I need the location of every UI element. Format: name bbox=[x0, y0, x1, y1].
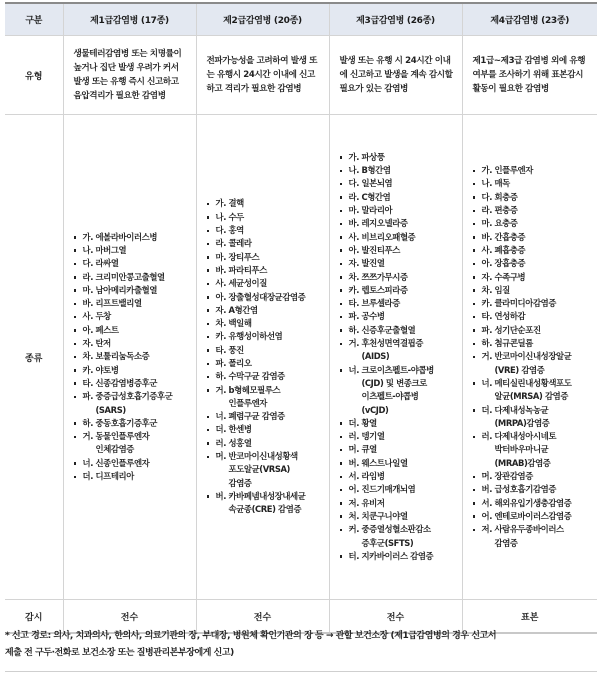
disease-list-item bbox=[207, 357, 325, 370]
disease-name: 차. 백일해 bbox=[215, 318, 252, 329]
grade-4-disease-list bbox=[473, 164, 594, 550]
disease-name: 파. 폴리오 bbox=[215, 358, 252, 368]
disease-name: 라. C형간염 bbox=[348, 191, 391, 202]
disease-list-item bbox=[473, 217, 594, 230]
disease-name: 하. 신증후군출혈열 bbox=[348, 324, 416, 335]
grade-3-disease-list bbox=[340, 151, 458, 563]
disease-list-item bbox=[74, 297, 192, 310]
disease-list-item bbox=[340, 151, 458, 164]
disease-list-item bbox=[207, 317, 325, 330]
disease-name: 아. 발진티푸스 bbox=[348, 244, 400, 255]
disease-name-continuation: 포도알균(VRSA) bbox=[228, 464, 290, 475]
disease-list-item bbox=[207, 277, 325, 290]
disease-list-item bbox=[473, 310, 594, 323]
disease-list-item bbox=[340, 164, 458, 177]
disease-name: 처. 치쿤구니야열 bbox=[348, 510, 408, 521]
disease-list-item bbox=[473, 284, 594, 297]
disease-name-continuation: (VRE) 감염증 bbox=[494, 364, 545, 375]
disease-name: 나. 마버그열 bbox=[82, 244, 127, 255]
disease-list-item bbox=[340, 324, 458, 337]
disease-name: 저. 유비저 bbox=[348, 497, 385, 508]
disease-name: 바. 리프트밸리열 bbox=[82, 298, 142, 309]
disease-list-item bbox=[74, 417, 192, 430]
disease-list-item bbox=[207, 197, 325, 210]
disease-name: 버. 웨스트나일열 bbox=[348, 457, 408, 468]
disease-list-item bbox=[74, 457, 192, 470]
disease-list-item bbox=[340, 417, 458, 430]
header-grade-3: 제3급감염병 (26종) bbox=[329, 3, 462, 36]
disease-list-item bbox=[473, 510, 594, 523]
disease-list-item bbox=[340, 191, 458, 204]
type-grade-3: 발생 또는 유행 시 24시간 이내에 신고하고 발생을 계속 감시할 필요가 있는 감염병 bbox=[329, 36, 462, 115]
disease-name: 더. 황열 bbox=[348, 417, 377, 428]
disease-name: 너. 폐렴구균 감염증 bbox=[215, 411, 285, 422]
disease-name: 너. 크로이츠펠트-야콥병 bbox=[348, 364, 434, 375]
disease-list-item bbox=[340, 217, 458, 230]
disease-list-item bbox=[207, 211, 325, 224]
disease-name: 나. B형간염 bbox=[348, 165, 391, 176]
disease-name: 커. 중증열성혈소판감소 bbox=[348, 524, 431, 535]
disease-name: 자. 수족구병 bbox=[481, 271, 526, 282]
disease-name: 라. 콜레라 bbox=[215, 238, 252, 249]
disease-list-item bbox=[207, 410, 325, 423]
disease-list-item bbox=[473, 404, 594, 431]
disease-name: 더. 다제내성녹농균 bbox=[481, 404, 549, 415]
disease-name: 가. 결핵 bbox=[215, 198, 244, 209]
disease-name: 타. 풍진 bbox=[215, 344, 244, 355]
disease-list-item bbox=[207, 237, 325, 250]
disease-name: 마. 장티푸스 bbox=[215, 251, 260, 262]
grade-2-disease-cell bbox=[196, 115, 329, 600]
disease-name: 타. 신종감염병증후군 bbox=[82, 377, 158, 388]
disease-list-item bbox=[74, 231, 192, 244]
disease-list-item bbox=[473, 177, 594, 190]
disease-name: 아. 장흡충증 bbox=[481, 258, 526, 269]
disease-name: 거. b형헤모필루스 bbox=[215, 384, 281, 395]
surveillance-grade-3: 전수 bbox=[329, 600, 462, 634]
disease-name: 바. 레지오넬라증 bbox=[348, 218, 408, 229]
header-grade-1: 제1급감염병 (17종) bbox=[63, 3, 196, 36]
type-row bbox=[5, 36, 597, 115]
disease-name: 아. 페스트 bbox=[82, 324, 119, 335]
footnote-line-1: * 신고 경로: 의사, 치과의사, 한의사, 의료기관의 장, 부대장, 병원체 확인기관의 장 등 → 관할 보건소장 (제1급감염병의 경우 신고서 bbox=[5, 631, 497, 641]
disease-list-item bbox=[340, 523, 458, 550]
surveillance-grade-1: 전수 bbox=[63, 600, 196, 634]
disease-list-item bbox=[74, 470, 192, 483]
disease-name: 차. 보툴리눔독소증 bbox=[82, 351, 150, 362]
type-grade-1: 생물테러감염병 또는 치명률이 높거나 집단 발생 우려가 커서 발생 또는 유행 즉시 신고하고 음압격리가 필요한 감염병 bbox=[63, 36, 196, 115]
disease-list-item bbox=[473, 191, 594, 204]
disease-name: 다. 일본뇌염 bbox=[348, 178, 393, 189]
disease-name-continuation: (SARS) bbox=[95, 404, 126, 415]
surveillance-grade-4: 표본 bbox=[462, 600, 597, 634]
disease-list-item bbox=[473, 164, 594, 177]
surveillance-row-label: 감시 bbox=[5, 600, 63, 634]
disease-name: 나. 수두 bbox=[215, 211, 244, 222]
disease-list-item bbox=[74, 244, 192, 257]
disease-name: 거. 후천성면역결핍증 bbox=[348, 338, 424, 349]
disease-list-item bbox=[74, 310, 192, 323]
disease-name-continuation: 속균종(CRE) 감염증 bbox=[228, 504, 302, 515]
header-category: 구분 bbox=[5, 3, 63, 36]
disease-name: 카. 클라미디아감염증 bbox=[481, 298, 557, 309]
disease-name: 마. 말라리아 bbox=[348, 205, 393, 216]
disease-list-item bbox=[473, 257, 594, 270]
disease-name: 자. 탄저 bbox=[82, 338, 111, 349]
disease-list-row bbox=[5, 115, 597, 600]
disease-list-item bbox=[74, 337, 192, 350]
disease-name: 자. A형간염 bbox=[215, 304, 258, 315]
disease-name: 버. 급성호흡기감염증 bbox=[481, 484, 557, 495]
disease-name-continuation: (AIDS) bbox=[361, 351, 390, 362]
disease-list-item bbox=[473, 324, 594, 337]
disease-name: 사. 비브리오패혈증 bbox=[348, 231, 416, 242]
disease-name: 가. 에볼라바이러스병 bbox=[82, 231, 158, 242]
disease-name: 사. 폐흡충증 bbox=[481, 244, 526, 255]
disease-name-continuation: 이츠펠트-야콥병 bbox=[361, 391, 419, 402]
disease-name: 하. 중동호흡기증후군 bbox=[82, 417, 158, 428]
disease-name: 자. 발진열 bbox=[348, 258, 385, 269]
disease-name: 하. 수막구균 감염증 bbox=[215, 371, 285, 382]
disease-list-item bbox=[473, 337, 594, 350]
disease-list-item bbox=[207, 423, 325, 436]
disease-list-item bbox=[340, 231, 458, 244]
disease-name: 다. 회충증 bbox=[481, 191, 518, 202]
disease-list-item bbox=[207, 450, 325, 490]
disease-name: 라. 크리미안콩고출혈열 bbox=[82, 271, 165, 282]
disease-list-item bbox=[473, 483, 594, 496]
footnote-divider bbox=[5, 671, 597, 672]
disease-name: 파. 성기단순포진 bbox=[481, 324, 541, 335]
disease-list-item bbox=[340, 284, 458, 297]
disease-name: 러. 성홍열 bbox=[215, 437, 252, 448]
disease-list-item bbox=[340, 177, 458, 190]
disease-name-continuation: 증후군(SFTS) bbox=[361, 537, 414, 548]
disease-list-item bbox=[207, 264, 325, 277]
disease-list-item bbox=[340, 271, 458, 284]
header-grade-2: 제2급감염병 (20종) bbox=[196, 3, 329, 36]
disease-list-item bbox=[207, 437, 325, 450]
grade-1-disease-cell bbox=[63, 115, 196, 600]
disease-name-continuation: 감염증 bbox=[494, 537, 518, 548]
disease-list-item bbox=[473, 231, 594, 244]
grade-1-disease-list bbox=[74, 231, 192, 484]
disease-list-item bbox=[340, 457, 458, 470]
disease-name-continuation: (MRPA)감염증 bbox=[494, 417, 550, 428]
disease-name: 카. 렙토스피라증 bbox=[348, 284, 408, 295]
type-row-label: 유형 bbox=[5, 36, 63, 115]
disease-name: 가. 파상풍 bbox=[348, 151, 385, 162]
header-row bbox=[5, 3, 597, 36]
disease-list-item bbox=[340, 430, 458, 443]
disease-list-item bbox=[473, 497, 594, 510]
disease-name: 어. 진드기매개뇌염 bbox=[348, 484, 416, 495]
disease-name: 서. 라임병 bbox=[348, 471, 385, 482]
disease-name: 타. 브루셀라증 bbox=[348, 298, 400, 309]
disease-name-continuation: 박터바우마니균 bbox=[494, 444, 549, 455]
disease-list-item bbox=[340, 510, 458, 523]
disease-list-item bbox=[473, 377, 594, 404]
disease-name: 거. 반코마이신내성장알균 bbox=[481, 351, 572, 362]
disease-name: 서. 해외유입기생충감염증 bbox=[481, 497, 572, 508]
disease-list-item bbox=[207, 224, 325, 237]
disease-name: 어. 엔테로바이러스감염증 bbox=[481, 510, 572, 521]
disease-name: 마. 남아메리카출혈열 bbox=[82, 284, 158, 295]
disease-list-item bbox=[340, 297, 458, 310]
infectious-disease-grade-table bbox=[5, 2, 597, 634]
disease-list-item bbox=[340, 244, 458, 257]
disease-list-item bbox=[207, 384, 325, 411]
disease-name-continuation: (CJD) 및 변종크로 bbox=[361, 377, 427, 388]
disease-list-item bbox=[473, 244, 594, 257]
disease-list-item bbox=[74, 364, 192, 377]
disease-list-item bbox=[207, 304, 325, 317]
disease-list-item bbox=[340, 443, 458, 456]
disease-list-item bbox=[74, 271, 192, 284]
list-row-label: 종류 bbox=[5, 115, 63, 600]
disease-name-continuation: 인체감염증 bbox=[95, 444, 134, 455]
grade-2-disease-list bbox=[207, 197, 325, 516]
disease-name: 마. 요충증 bbox=[481, 218, 518, 229]
disease-list-item bbox=[340, 483, 458, 496]
disease-list-item bbox=[207, 490, 325, 517]
disease-name: 다. 라싸열 bbox=[82, 258, 119, 269]
disease-name-continuation: 감염증 bbox=[228, 477, 252, 488]
disease-list-item bbox=[340, 550, 458, 563]
disease-name: 거. 동물인플루엔자 bbox=[82, 431, 150, 442]
disease-list-item bbox=[207, 291, 325, 304]
header-grade-4: 제4급감염병 (23종) bbox=[462, 3, 597, 36]
disease-list-item bbox=[74, 390, 192, 417]
disease-list-item bbox=[473, 470, 594, 483]
disease-name: 나. 매독 bbox=[481, 178, 510, 189]
surveillance-grade-2: 전수 bbox=[196, 600, 329, 634]
grade-4-disease-cell bbox=[462, 115, 597, 600]
disease-list-item bbox=[74, 430, 192, 457]
disease-list-item bbox=[207, 251, 325, 264]
disease-list-item bbox=[74, 257, 192, 270]
disease-name: 머. 장관감염증 bbox=[481, 471, 533, 482]
disease-list-item bbox=[473, 523, 594, 550]
disease-list-item bbox=[473, 271, 594, 284]
disease-name: 머. 반코마이신내성황색 bbox=[215, 451, 298, 462]
disease-name: 차. 임질 bbox=[481, 284, 510, 295]
disease-list-item bbox=[207, 330, 325, 343]
disease-name: 카. 유행성이하선염 bbox=[215, 331, 283, 342]
disease-list-item bbox=[473, 204, 594, 217]
grade-3-disease-cell bbox=[329, 115, 462, 600]
disease-name: 차. 쯔쯔가무시증 bbox=[348, 271, 408, 282]
disease-name: 다. 홍역 bbox=[215, 225, 244, 236]
disease-list-item bbox=[340, 470, 458, 483]
disease-list-item bbox=[207, 344, 325, 357]
disease-name: 사. 두창 bbox=[82, 311, 111, 322]
disease-name: 머. 큐열 bbox=[348, 444, 377, 455]
disease-list-item bbox=[340, 497, 458, 510]
disease-list-item bbox=[340, 204, 458, 217]
disease-list-item bbox=[74, 324, 192, 337]
disease-name-continuation: 인플루엔자 bbox=[228, 397, 267, 408]
disease-name: 터. 지카바이러스 감염증 bbox=[348, 550, 434, 561]
disease-list-item bbox=[74, 350, 192, 363]
disease-list-item bbox=[340, 337, 458, 364]
disease-name: 너. 신종인플루엔자 bbox=[82, 457, 150, 468]
disease-name: 파. 공수병 bbox=[348, 311, 385, 322]
disease-name: 더. 디프테리아 bbox=[82, 471, 134, 482]
disease-name: 가. 인플루엔자 bbox=[481, 165, 533, 176]
disease-name: 아. 장출혈성대장균감염증 bbox=[215, 291, 306, 302]
disease-name-continuation: (MRAB)감염증 bbox=[494, 457, 551, 468]
disease-list-item bbox=[473, 350, 594, 377]
disease-name: 파. 중증급성호흡기증후군 bbox=[82, 391, 173, 402]
disease-name: 타. 연성하감 bbox=[481, 311, 526, 322]
disease-name: 바. 파라티푸스 bbox=[215, 264, 267, 275]
disease-name: 라. 편충증 bbox=[481, 205, 518, 216]
disease-list-item bbox=[473, 430, 594, 470]
disease-name: 하. 첨규콘딜롬 bbox=[481, 338, 533, 349]
type-grade-4: 제1급~제3급 감염병 외에 유행 여부를 조사하기 위해 표본감시 활동이 필요한 감염병 bbox=[462, 36, 597, 115]
disease-name: 러. 다제내성아시네토 bbox=[481, 431, 557, 442]
disease-name: 저. 사람유두종바이러스 bbox=[481, 524, 564, 535]
disease-list-item bbox=[207, 370, 325, 383]
footnote-line-2: 제출 전 구두·전화로 보건소장 또는 질병관리본부장에게 신고) bbox=[5, 648, 234, 658]
disease-list-item bbox=[473, 297, 594, 310]
disease-name: 사. 세균성이질 bbox=[215, 278, 267, 289]
disease-name-continuation: (vCJD) bbox=[361, 404, 389, 415]
disease-name: 바. 간흡충증 bbox=[481, 231, 526, 242]
disease-name: 더. 한센병 bbox=[215, 424, 252, 435]
disease-name: 러. 뎅기열 bbox=[348, 431, 385, 442]
disease-name: 너. 메티실린내성황색포도 bbox=[481, 377, 572, 388]
disease-name: 카. 야토병 bbox=[82, 364, 119, 375]
disease-list-item bbox=[340, 310, 458, 323]
type-grade-2: 전파가능성을 고려하여 발생 또는 유행시 24시간 이내에 신고하고 격리가 필요한 감염병 bbox=[196, 36, 329, 115]
disease-list-item bbox=[340, 364, 458, 417]
disease-name-continuation: 알균(MRSA) 감염증 bbox=[494, 391, 569, 402]
reporting-route-footnote bbox=[5, 628, 597, 662]
disease-list-item bbox=[74, 284, 192, 297]
disease-list-item bbox=[74, 377, 192, 390]
disease-name: 버. 카바페넴내성장내세균 bbox=[215, 490, 306, 501]
disease-list-item bbox=[340, 257, 458, 270]
